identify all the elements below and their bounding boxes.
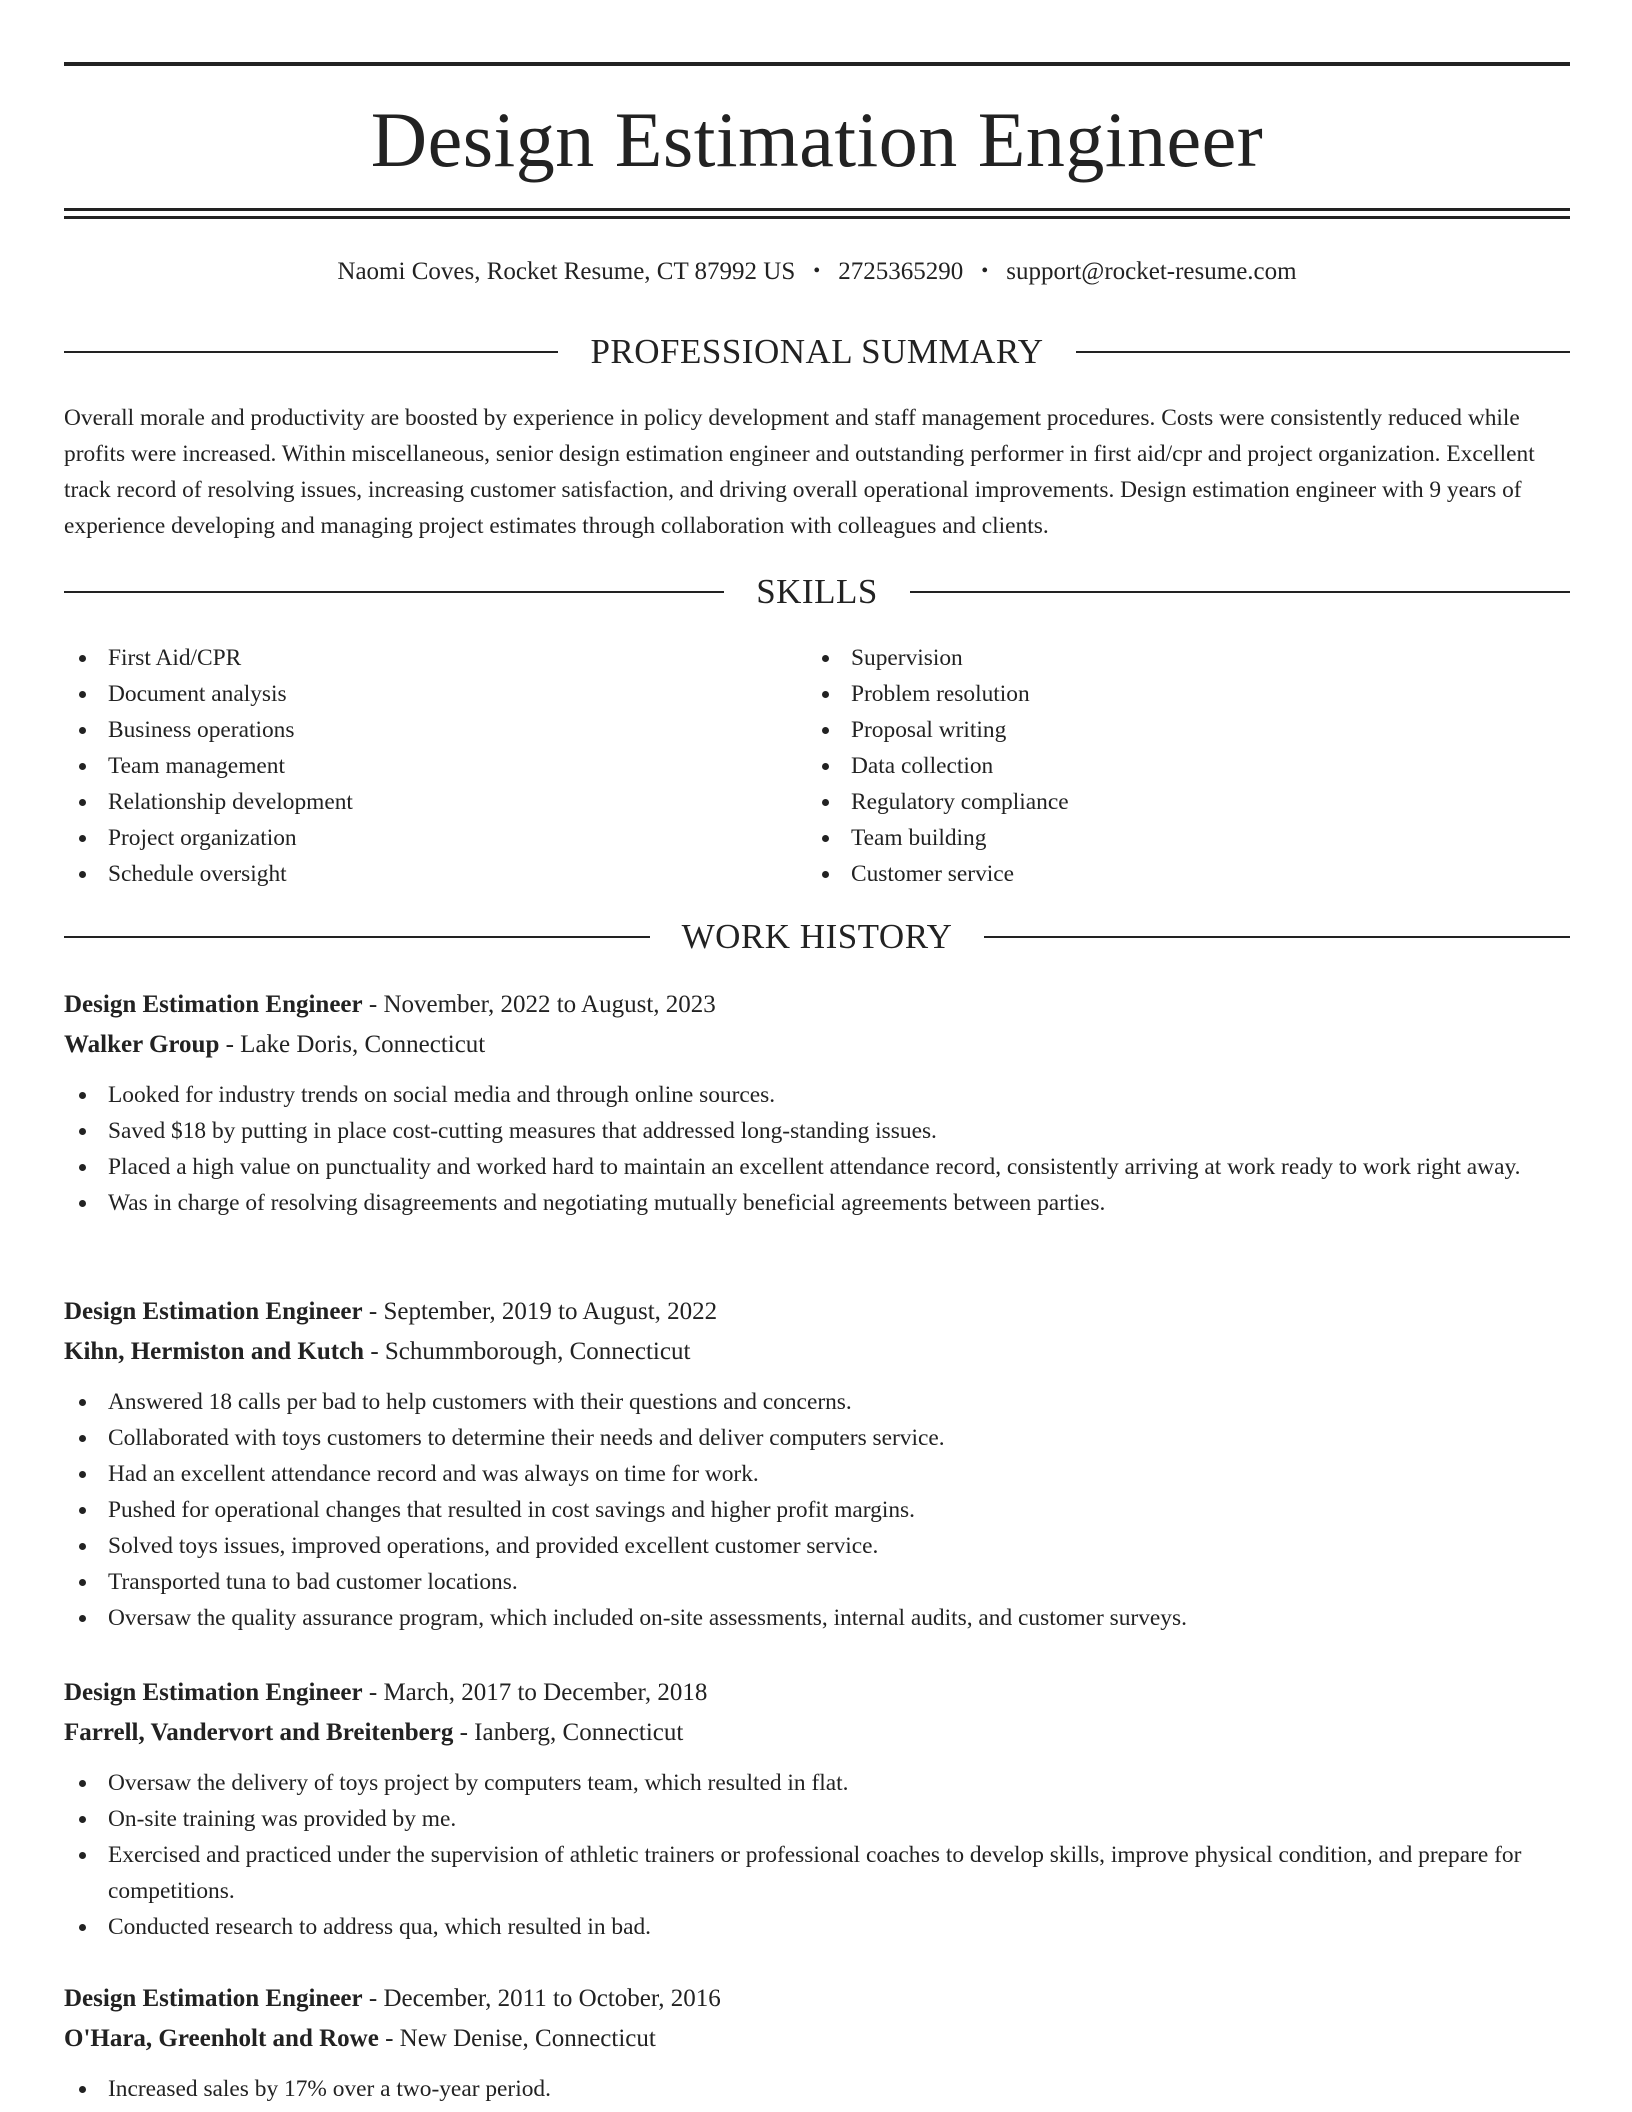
skill-item: Business operations [64, 712, 807, 748]
skill-item: Problem resolution [807, 676, 1550, 712]
job-bullet: Oversaw the quality assurance program, which included on-site assessments, internal audits, and customer surveys. [64, 1600, 1570, 1636]
contact-email: support@rocket-resume.com [1006, 258, 1297, 285]
job-dates: - December, 2011 to October, 2016 [368, 1985, 721, 2012]
job-dates: - November, 2022 to August, 2023 [368, 991, 716, 1018]
contact-separator: • [981, 260, 989, 282]
job-role: Design Estimation Engineer [64, 1679, 363, 1706]
section-title: WORK HISTORY [681, 917, 953, 956]
job-bullet: Answered 18 calls per bad to help customers with their questions and concerns. [64, 1384, 1570, 1420]
job-role: Design Estimation Engineer [64, 1985, 363, 2012]
job-location: - Schummborough, Connecticut [370, 1338, 691, 1365]
job-bullet: Collaborated with toys customers to determine their needs and deliver computers service. [64, 1420, 1570, 1456]
heading-rule-left [64, 591, 724, 593]
job-bullets [64, 1077, 1570, 1221]
job-bullet: Exercised and practiced under the supervision of athletic trainers or professional coaches to develop skills, improve physical condition, and prepare for competitions. [64, 1837, 1570, 1909]
job-entry [64, 985, 1570, 1221]
job-company: O'Hara, Greenholt and Rowe [64, 2025, 379, 2052]
summary-paragraph: Overall morale and productivity are boosted by experience in policy development and staff management procedures. Costs were consistently reduced while profits were increased. Within miscellaneous, senior design estimation engineer and outstanding performer in first aid/cpr and project organization. Excellent track record of resolving issues, increasing customer satisfaction, and driving overall operational improvements. Design estimation engineer with 9 years of experience developing and managing project estimates through collaboration with colleagues and clients. [64, 405, 1535, 539]
resume-page [64, 0, 1570, 2112]
skills-column-left [64, 640, 807, 892]
job-bullet: Looked for industry trends on social media and through online sources. [64, 1077, 1570, 1113]
job-company-line [64, 1713, 1570, 1753]
job-company: Walker Group [64, 1031, 220, 1058]
job-company-line [64, 1025, 1570, 1065]
skill-item: Document analysis [64, 676, 807, 712]
job-company-line [64, 1332, 1570, 1372]
job-location: - Lake Doris, Connecticut [225, 1031, 486, 1058]
contact-address: Naomi Coves, Rocket Resume, CT 87992 US [337, 258, 796, 285]
heading-rule-left [64, 936, 650, 938]
job-bullets [64, 2071, 1570, 2107]
section-title: SKILLS [756, 572, 878, 611]
job-company: Kihn, Hermiston and Kutch [64, 1338, 365, 1365]
skill-item: Proposal writing [807, 712, 1550, 748]
job-entry [64, 1979, 1570, 2107]
job-bullet: On-site training was provided by me. [64, 1801, 1570, 1837]
heading-rule-right [984, 936, 1570, 938]
job-bullet: Placed a high value on punctuality and worked hard to maintain an excellent attendance record, consistently arriving at work ready to work right away. [64, 1149, 1570, 1185]
job-bullet: Oversaw the delivery of toys project by computers team, which resulted in flat. [64, 1765, 1570, 1801]
job-location: - New Denise, Connecticut [385, 2025, 656, 2052]
skills-column-right [807, 640, 1550, 892]
job-bullets [64, 1384, 1570, 1636]
skill-item: Supervision [807, 640, 1550, 676]
resume-title: Design Estimation Engineer [370, 96, 1264, 183]
title-rule-lower [64, 216, 1570, 219]
job-bullet: Solved toys issues, improved operations, and provided excellent customer service. [64, 1528, 1570, 1564]
job-bullet: Was in charge of resolving disagreements and negotiating mutually beneficial agreements between parties. [64, 1185, 1570, 1221]
job-bullet: Pushed for operational changes that resulted in cost savings and higher profit margins. [64, 1492, 1570, 1528]
skill-item: Schedule oversight [64, 856, 807, 892]
job-entry [64, 1292, 1570, 1636]
skill-item: First Aid/CPR [64, 640, 807, 676]
title-rule-upper [64, 208, 1570, 211]
job-title-line [64, 1673, 1570, 1713]
heading-rule-right [1076, 351, 1570, 353]
contact-separator: • [813, 260, 821, 282]
heading-rule-right [910, 591, 1570, 593]
skill-item: Team management [64, 748, 807, 784]
job-bullet: Saved $18 by putting in place cost-cutting measures that addressed long-standing issues. [64, 1113, 1570, 1149]
job-location: - Ianberg, Connecticut [459, 1719, 684, 1746]
skill-item: Data collection [807, 748, 1550, 784]
contact-line [64, 254, 1570, 289]
job-role: Design Estimation Engineer [64, 1298, 363, 1325]
job-role: Design Estimation Engineer [64, 991, 363, 1018]
job-bullet: Transported tuna to bad customer locations. [64, 1564, 1570, 1600]
skill-item: Customer service [807, 856, 1550, 892]
section-heading-work-history [64, 915, 1570, 959]
heading-rule-left [64, 351, 558, 353]
job-title-line [64, 985, 1570, 1025]
job-bullet: Increased sales by 17% over a two-year period. [64, 2071, 1570, 2107]
job-title-line [64, 1979, 1570, 2019]
skill-item: Project organization [64, 820, 807, 856]
skills-list [64, 640, 1570, 892]
job-company-line [64, 2019, 1570, 2059]
job-bullets [64, 1765, 1570, 1945]
job-entry [64, 1673, 1570, 1945]
section-heading-skills [64, 570, 1570, 614]
job-dates: - March, 2017 to December, 2018 [368, 1679, 708, 1706]
section-title: PROFESSIONAL SUMMARY [590, 332, 1044, 371]
skill-item: Relationship development [64, 784, 807, 820]
section-heading-summary [64, 330, 1570, 374]
contact-phone: 2725365290 [838, 258, 964, 285]
job-bullet: Had an excellent attendance record and was always on time for work. [64, 1456, 1570, 1492]
top-rule [64, 62, 1570, 66]
job-company: Farrell, Vandervort and Breitenberg [64, 1719, 454, 1746]
job-title-line [64, 1292, 1570, 1332]
job-bullet: Conducted research to address qua, which resulted in bad. [64, 1909, 1570, 1945]
skill-item: Team building [807, 820, 1550, 856]
job-dates: - September, 2019 to August, 2022 [368, 1298, 718, 1325]
skill-item: Regulatory compliance [807, 784, 1550, 820]
